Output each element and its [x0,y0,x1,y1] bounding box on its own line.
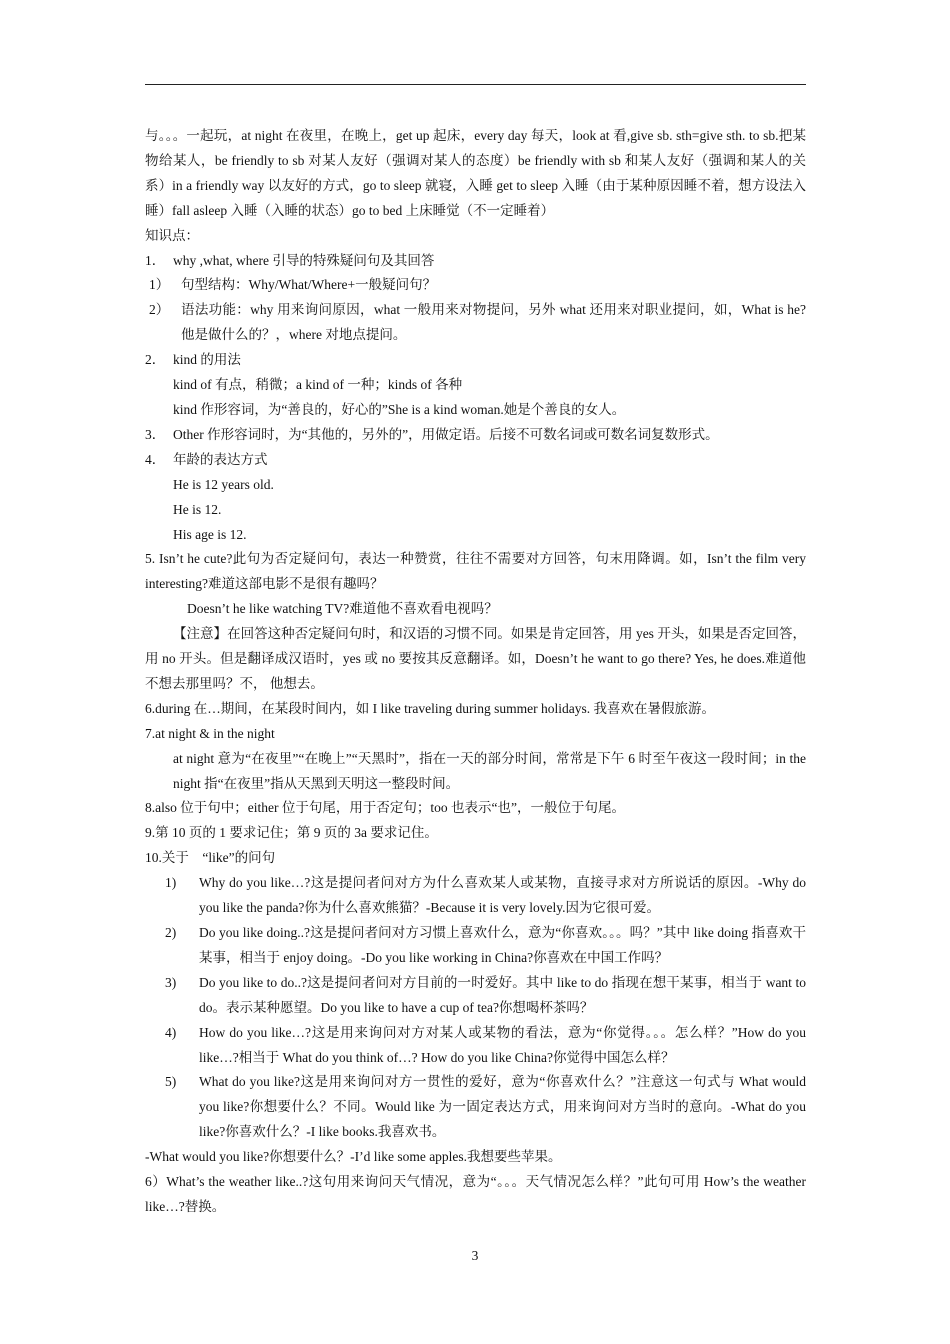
item-number: 1． [145,252,166,268]
section-label: 知识点： [145,227,199,243]
item-number: 2) [165,925,177,940]
item-10-sub-4: 4) How do you like…?这是用来询问对方对某人或某物的看法，意为“你觉得。。。怎么样？”How do you like…?相当于 What do you think of…? How do you like China?你觉得中国怎么样？ [145,1021,806,1071]
item-2-line-2: kind 作形容词，为“善良的，好心的”She is a kind woman.她是个善良的女人。 [173,401,626,417]
item-10: 10.关于 “like”的问句 [145,850,276,866]
item-10-sub-2: 2) Do you like doing..?这是提问者问对方习惯上喜欢什么，意为“你喜欢。。。吗？”其中 like doing 指喜欢干某事，相当于 enjoy doing。-Do you like working in China?你喜欢在中国工作吗？ [145,921,806,971]
item-2: 2． kind 的用法 [145,348,806,373]
intro-paragraph: 与。。。一起玩，at night 在夜里，在晚上，get up 起床，every day 每天，look at 看,give sb. sth=give sth. to sb.把某物给某人，be friendly to sb 对某人友好（强调对某人的态度）be friendly with sb 和某人友好（强调和某人的关系）in a friendly way 以友好的方式，go to sleep 就寝，入睡 get to sleep 入睡（由于某种原因睡不着，想方设法入睡）fall asleep 入睡（入睡的状态）go to bed 上床睡觉（不一定睡着） [145,128,806,218]
page-number: 3 [471,1248,479,1263]
item-9: 9.第 10 页的 1 要求记住；第 9 页的 3a 要求记住。 [145,825,438,841]
item-3: 3． Other 作形容词时，为“其他的，另外的”，用做定语。后接不可数名词或可数名词复数形式。 [145,423,806,448]
item-2-line-1: kind of 有点，稍微；a kind of 一种；kinds of 各种 [173,377,463,393]
item-number: 2） [149,302,170,318]
item-10-sub-5-example: -What would you like?你想要什么？-I’d like some apples.我想要些苹果。 [145,1149,562,1165]
item-number: 5) [165,1074,177,1090]
item-8: 8.also 位于句中；either 位于句尾，用于否定句；too 也表示“也”，一般位于句尾。 [145,800,625,816]
item-4: 4． 年龄的表达方式 [145,448,806,473]
item-number: 3) [165,974,177,990]
document-body [145,124,806,1220]
item-10-sub-5: 5) What do you like?这是用来询问对方一贯性的爱好，意为“你喜欢什么？”注意这一句式与 What would you like?你想要什么？不同。Would like 为一固定表达方式，用来询问对方当时的意向。-What do you like?你喜欢什么？-I like books.我喜欢书。 [145,1070,806,1145]
item-10-sub-3: 3) Do you like to do..?这是提问者问对方目前的一时爱好。其中 like to do 指现在想干某事，相当于 want to do。表示某种愿望。Do you like to have a cup of tea?你想喝杯茶吗？ [145,971,806,1021]
item-1-sub-1: 1） 句型结构：Why/What/Where+一般疑问句？ [145,273,806,298]
item-1: 1． why ,what, where 引导的特殊疑问句及其回答 [145,249,806,274]
item-number: 3． [145,426,166,442]
item-4-line-2: He is 12. [173,501,222,517]
note-paragraph: 【注意】在回答这种否定疑问句时，和汉语的习惯不同。如果是肯定回答，用 yes 开头，如果是否定回答，用 no 开头。但是翻译成汉语时，yes 或 no 要按其反意翻译。如，Doesn’t he want to go there? Yes, he does.难道他不想去那里吗？不， 他想去。 [145,626,806,691]
item-1-sub-2: 2） 语法功能：why 用来询问原因，what 一般用来对物提问，另外 what 还用来对职业提问，如，What is he? 他是做什么的？，where 对地点提问。 [145,298,806,348]
item-5-example: Doesn’t he like watching TV?难道他不喜欢看电视吗？ [187,601,498,617]
item-7-text: at night 意为“在夜里”“在晚上”“天黑时”，指在一天的部分时间，常常是下午 6 时至午夜这一段时间；in the night 指“在夜里”指从天黑到天明这一整段时间。 [173,750,806,791]
item-4-line-3: His age is 12. [173,526,247,542]
item-10-sub-1: 1) Why do you like…?这是提问者问对方为什么喜欢某人或某物，直接寻求对方所说话的原因。-Why do you like the panda?你为什么喜欢熊猫？-Because it is very lovely.因为它很可爱。 [145,871,806,921]
item-number: 4) [165,1024,177,1040]
item-number: 4． [145,451,166,467]
item-4-line-1: He is 12 years old. [173,476,274,492]
item-number: 1） [149,277,170,293]
item-number: 1) [165,875,177,891]
item-5: 5. Isn’t he cute?此句为否定疑问句，表达一种赞赏，往往不需要对方回答，句末用降调。如，Isn’t the film very interesting?难道这部电影不是很有趣吗？ [145,551,806,592]
header-rule [145,84,806,85]
item-7: 7.at night & in the night [145,725,275,741]
item-6: 6.during 在…期间，在某段时间内，如 I like traveling during summer holidays. 我喜欢在暑假旅游。 [145,700,715,716]
item-10-sub-6: 6）What’s the weather like..?这句用来询问天气情况，意为“。。。天气情况怎么样？”此句可用 How’s the weather like…?替换。 [145,1174,806,1214]
item-number: 2． [145,352,166,368]
